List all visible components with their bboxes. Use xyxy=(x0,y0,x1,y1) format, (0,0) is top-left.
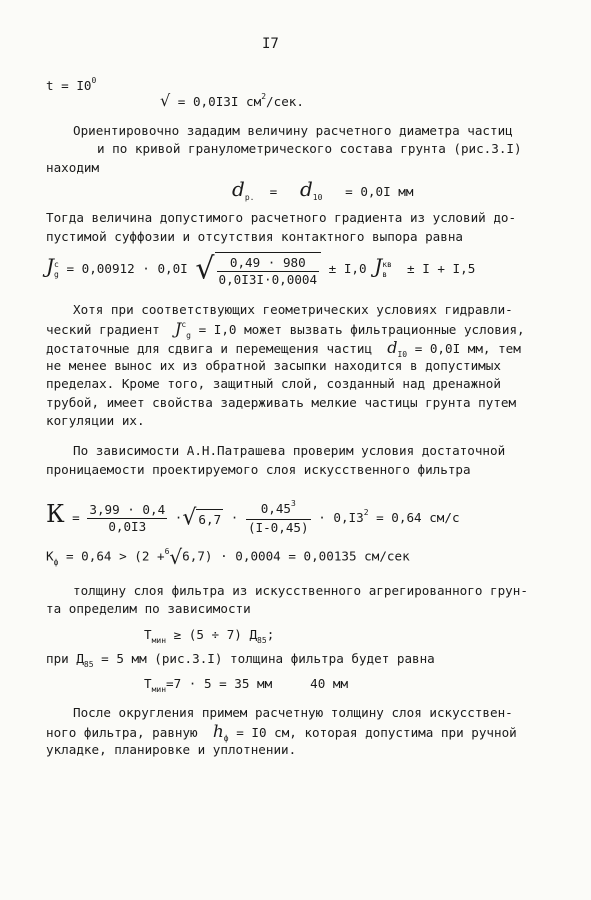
paragraph-3-line-4: не менее вынос их из обратной засыпки находится в допустимых xyxy=(46,358,501,373)
permeability-equation xyxy=(46,494,460,540)
paragraph-3-line-6: трубой, имеет свойства задерживать мелкие частицы грунта путем xyxy=(46,395,517,410)
paragraph-4-line-1: По зависимости А.Н.Патрашева проверим условия достаточной xyxy=(73,443,506,458)
thickness-calculation xyxy=(144,676,348,694)
paragraph-2-line-1: Тогда величина допустимого расчетного градиента из условий до- xyxy=(46,210,517,225)
diameter-equation xyxy=(232,178,413,205)
paragraph-6-subscript: 85 xyxy=(83,660,94,669)
gradient-superscript: c xyxy=(54,259,59,269)
paragraph-7-text-b: = I0 см, которая допустима при ручной xyxy=(236,725,517,740)
paragraph-3-line-5: пределах. Кроме того, защитный слой, созданный над дренажной xyxy=(46,376,501,391)
filter-coefficient-symbol: К xyxy=(46,548,54,564)
sqrt-icon-2: √ xyxy=(182,505,197,531)
permeability-root-value: 6,7 xyxy=(196,509,223,528)
thickness-rounded-result: 40 мм xyxy=(310,676,349,691)
d85-subscript: 85 xyxy=(257,636,267,645)
paragraph-6-line xyxy=(46,651,435,669)
thickness-symbol: Т xyxy=(144,627,152,642)
d10-value: = 0,0I мм xyxy=(345,184,414,199)
paragraph-6-text-b: = 5 мм (рис.3.I) толщина фильтра будет равна xyxy=(101,651,435,666)
paragraph-3-line-3 xyxy=(46,340,521,359)
multiply-dot-2: · xyxy=(230,510,239,525)
paragraph-1-line-3: находим xyxy=(46,160,100,175)
thickness-calculation-text: =7 · 5 = 35 мм xyxy=(166,676,273,691)
thickness-subscript-2: мин xyxy=(151,685,167,694)
root-index: 6 xyxy=(164,546,170,556)
thickness-formula-text: ≥ (5 ÷ 7) Д xyxy=(173,627,258,642)
permeability-equals: = xyxy=(72,510,80,525)
gradient-denominator: 0,0I3I·0,0004 xyxy=(218,271,318,287)
permeability-denominator-2: (I-0,45) xyxy=(247,520,309,535)
equals-sign: = xyxy=(269,184,278,199)
paragraph-6-text-a: при Д xyxy=(46,651,84,666)
paragraph-3-line-2 xyxy=(46,321,525,340)
permeability-term: · 0,I3 xyxy=(318,510,364,525)
d10-symbol: d xyxy=(299,177,313,201)
filter-coefficient-subscript: ф xyxy=(53,557,59,567)
gradient-symbol: J xyxy=(46,254,55,278)
temperature-line xyxy=(46,78,96,96)
diameter-subscript: р. xyxy=(244,193,255,202)
gradient-subscript: g xyxy=(54,269,59,279)
d10-symbol-inline: d xyxy=(387,338,398,357)
paragraph-3-text-c: достаточные для сдвига и перемещения частиц xyxy=(46,341,373,356)
gradient-coefficient: = 0,00912 · 0,0I xyxy=(66,261,188,276)
paragraph-4-line-2: проницаемости проектируемого слоя искусственного фильтра xyxy=(46,462,471,477)
permeability-numerator-1: 3,99 · 0,4 xyxy=(89,502,166,517)
sqrt-icon-3: √ xyxy=(169,545,183,569)
viscosity-line xyxy=(160,93,304,112)
permeability-symbol: К xyxy=(46,500,65,528)
gradient-symbol-inline: J xyxy=(174,319,182,338)
permeability-term-superscript: 2 xyxy=(363,508,369,517)
paragraph-7-line-3: укладке, планировке и уплотнении. xyxy=(46,742,297,757)
paragraph-2-line-2: пустимой суффозии и отсутствия контактного выпора равна xyxy=(46,229,464,244)
gradient-numerator: 0,49 · 980 xyxy=(217,255,320,272)
thickness-subscript: мин xyxy=(151,636,167,645)
formula-end: ; xyxy=(266,627,275,642)
paragraph-7-line-2 xyxy=(46,724,517,743)
temperature-superscript: 0 xyxy=(91,76,97,85)
viscosity-value: = 0,0I3I см xyxy=(177,94,262,109)
gradient-inline-subscript: g xyxy=(186,331,191,340)
viscosity-symbol: √ xyxy=(160,91,171,110)
paragraph-1-line-2: и по кривой гранулометрического состава грунта (рис.3.I) xyxy=(97,141,522,156)
filter-coefficient-root: 6,7) xyxy=(182,548,213,564)
multiply-dot-1: · xyxy=(174,510,183,525)
paragraph-3-line-1: Хотя при соответствующих геометрических условиях гидравли- xyxy=(73,302,513,317)
paragraph-3-line-7: когуляции их. xyxy=(46,413,145,428)
filter-coefficient-text-b: · 0,0004 = 0,00135 см/сек xyxy=(220,548,410,564)
d10-subscript: 10 xyxy=(312,193,323,202)
filter-height-symbol: h xyxy=(212,722,224,742)
permeability-numerator-2: 0,45 xyxy=(260,501,292,516)
permeability-numerator-2-superscript: 3 xyxy=(291,499,296,508)
thickness-symbol-2: Т xyxy=(144,676,152,691)
paragraph-3-text-a: ческий градиент xyxy=(46,322,160,337)
paragraph-7-line-1: После округления примем расчетную толщину слоя искусствен- xyxy=(73,705,513,720)
paragraph-1-line-1: Ориентировочно зададим величину расчетного диаметра частиц xyxy=(73,123,513,138)
gradient-inline-superscript: c xyxy=(181,320,187,329)
sqrt-icon: √ xyxy=(195,251,215,287)
jkv-symbol: J xyxy=(374,254,383,278)
thickness-formula xyxy=(144,627,274,645)
viscosity-superscript: 2 xyxy=(261,92,267,101)
d10-inline-subscript: I0 xyxy=(397,350,408,359)
page-number: I7 xyxy=(262,36,279,52)
paragraph-5-line-1: толщину слоя фильтра из искусственного агрегированного грун- xyxy=(73,583,528,598)
paragraph-3-text-b: = I,0 может вызвать фильтрационные условия, xyxy=(198,322,525,337)
gradient-term-2: ± I + I,5 xyxy=(407,261,476,276)
paragraph-5-line-2: та определим по зависимости xyxy=(46,601,251,616)
jkv-subscript: в xyxy=(382,269,388,279)
paragraph-3-text-d: = 0,0I мм, тем xyxy=(414,341,521,356)
permeability-result: = 0,64 см/с xyxy=(376,510,460,525)
diameter-symbol: d xyxy=(232,177,245,201)
paragraph-7-text-a: ного фильтра, равную xyxy=(46,725,198,740)
temperature-text: t = I0 xyxy=(46,78,92,93)
filter-coefficient-text-a: = 0,64 > (2 + xyxy=(66,548,165,564)
gradient-term-1: ± I,0 xyxy=(328,261,367,276)
gradient-equation xyxy=(46,246,475,289)
permeability-denominator-1: 0,0I3 xyxy=(108,519,147,534)
viscosity-unit: /сек. xyxy=(266,94,304,109)
filter-height-subscript: ф xyxy=(223,734,229,743)
jkv-superscript: кв xyxy=(382,259,392,269)
filter-coefficient-line xyxy=(46,542,410,572)
